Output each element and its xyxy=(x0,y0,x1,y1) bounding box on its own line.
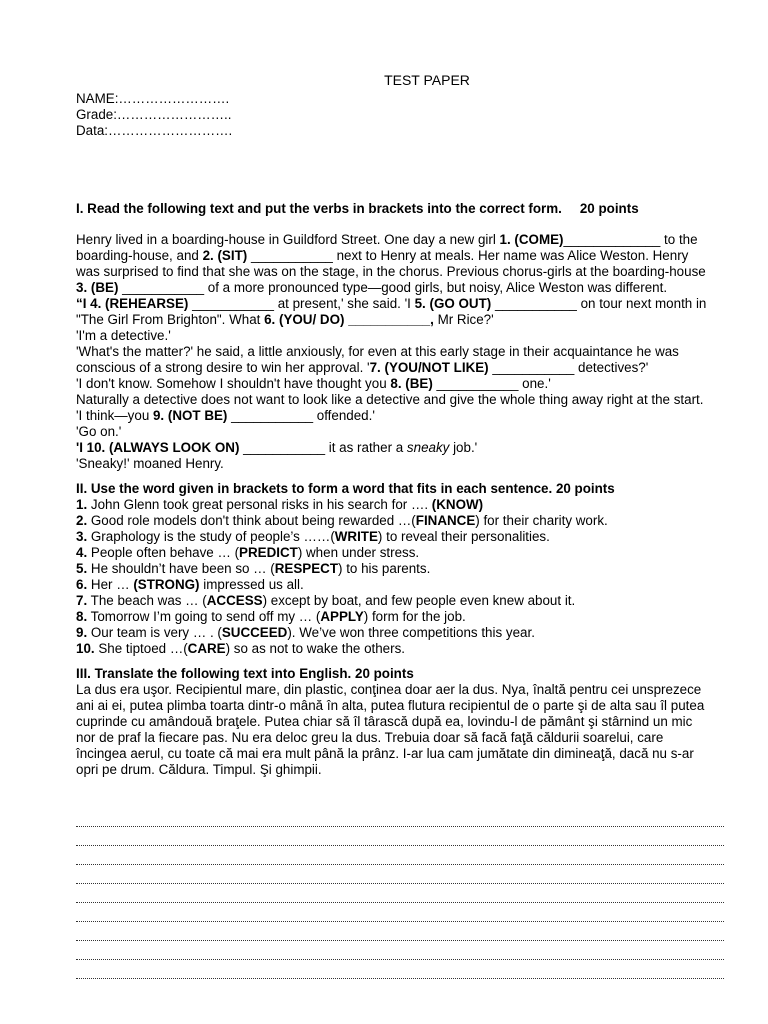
test-paper xyxy=(76,72,726,979)
item-text: She tiptoed …( xyxy=(94,641,188,656)
item-text: ). We’ve won three competitions this year. xyxy=(287,625,535,640)
section-1-heading xyxy=(76,201,726,217)
verb-prompt-4: “I 4. (REHEARSE) xyxy=(76,296,189,311)
item-text: ) to reveal their personalities. xyxy=(377,529,550,544)
item-number: 10. xyxy=(76,641,95,656)
text-span: ' xyxy=(76,440,80,455)
verb-prompt-9: 9. (NOT BE) xyxy=(152,408,228,423)
verb-prompt-10: I 10. (ALWAYS LOOK ON) xyxy=(79,440,240,455)
item-text: Graphology is the study of people’s ……( xyxy=(87,529,335,544)
section-1-points: 20 points xyxy=(579,201,639,216)
translation-line: La dus era uşor. Recipientul mare, din plastic, conţinea doar aer la dus. Nya, înaltă pentru cei unsprezece xyxy=(76,682,702,697)
section-2 xyxy=(76,481,726,657)
text-line: 'Go on.' xyxy=(76,424,122,439)
text-line: 'I'm a detective.' xyxy=(76,328,171,343)
answer-line[interactable] xyxy=(76,865,724,884)
exercise-item xyxy=(76,577,726,593)
exercise-item xyxy=(76,641,726,657)
text-line xyxy=(76,440,726,456)
text-span: ___________ detectives?' xyxy=(488,360,649,375)
text-span: 'I think—you xyxy=(76,408,153,423)
item-text: Our team is very … . ( xyxy=(87,625,222,640)
text-span: ___________ on tour next month in xyxy=(491,296,707,311)
grade-field: Grade:…………………….. xyxy=(76,107,232,122)
section-3 xyxy=(76,666,726,979)
verb-prompt-5: 5. (GO OUT) xyxy=(414,296,492,311)
item-keyword: ACCESS xyxy=(206,593,263,608)
item-keyword: SUCCEED xyxy=(221,625,288,640)
item-text: John Glenn took great personal risks in his search for …. xyxy=(87,497,432,512)
item-text: ) when under stress. xyxy=(297,545,420,560)
item-number: 1. xyxy=(76,497,88,512)
text-span: ___________, xyxy=(344,312,434,327)
text-span: _____________ to the xyxy=(563,232,698,247)
item-text: ) to his parents. xyxy=(338,561,431,576)
text-span: "The Girl From Brighton". What xyxy=(76,312,265,327)
answer-line[interactable] xyxy=(76,808,724,827)
exercise-item xyxy=(76,625,726,641)
item-text: The beach was … ( xyxy=(87,593,207,608)
translation-line: opri pe drum. Căldura. Timpul. Şi ghimpii. xyxy=(76,762,322,777)
text-line xyxy=(76,408,726,424)
header xyxy=(76,72,726,139)
text-line: 'Sneaky!' moaned Henry. xyxy=(76,456,224,471)
text-span: ___________ next to Henry at meals. Her name was Alice Weston. Henry xyxy=(247,248,689,263)
translation-line: ani ai ei, putea plimba toarta dintr-o mână în alta, putea flutura recipientul de o parte şi de alta sau îl putea xyxy=(76,698,705,713)
item-number: 8. xyxy=(76,609,88,624)
text-span: conscious of a strong desire to win her approval. ' xyxy=(76,360,370,375)
item-keyword: APPLY xyxy=(320,609,364,624)
exercise-item xyxy=(76,529,726,545)
section-2-items xyxy=(76,497,726,657)
item-text: ) so as not to wake the others. xyxy=(225,641,406,656)
text-line: Naturally a detective does not want to look like a detective and give the whole thing away right at the start. xyxy=(76,392,704,407)
exercise-item xyxy=(76,497,726,513)
text-span: ___________ one.' xyxy=(432,376,551,391)
item-text: Good role models don't think about being rewarded …( xyxy=(87,513,416,528)
item-text: People often behave … ( xyxy=(87,545,240,560)
item-number: 6. xyxy=(76,577,88,592)
translation-line: cuprinde cu amândouă braţele. Putea chiar să îl târască după ea, lovindu-l de pământ şi stârnind un mic xyxy=(76,714,693,729)
text-span: job.' xyxy=(449,440,478,455)
translation-line: nor de praf la fiecare pas. Nu era deloc greu la dus. Trebuia doar să facă faţă căldurii soarelui, care xyxy=(76,730,664,745)
section-2-heading: II. Use the word given in brackets to form a word that fits in each sentence. 20 points xyxy=(76,481,615,496)
answer-line[interactable] xyxy=(76,846,724,865)
section-1-heading-text: I. Read the following text and put the verbs in brackets into the correct form. xyxy=(76,201,562,216)
item-number: 5. xyxy=(76,561,88,576)
verb-prompt-1: 1. (COME) xyxy=(499,232,564,247)
text-span: boarding-house, and xyxy=(76,248,203,263)
section-3-text xyxy=(76,682,726,778)
data-field: Data:………………………. xyxy=(76,123,233,138)
text-span: Henry lived in a boarding-house in Guildford Street. One day a new girl xyxy=(76,232,500,247)
text-line xyxy=(76,232,726,248)
item-keyword: CARE xyxy=(187,641,226,656)
item-keyword: (STRONG) xyxy=(133,577,200,592)
section-1-text xyxy=(76,232,726,472)
item-text: ) form for the job. xyxy=(363,609,466,624)
item-number: 4. xyxy=(76,545,88,560)
item-number: 7. xyxy=(76,593,88,608)
verb-prompt-6: 6. (YOU/ DO) xyxy=(264,312,345,327)
text-line: was surprised to find that she was on the stage, in the chorus. Previous chorus-girls at the boarding-house xyxy=(76,264,706,279)
answer-line[interactable] xyxy=(76,960,724,979)
translation-line: încingea aerul, cu toate că mai era mult până la prânz. I-ar lua cam jumătate din dimineaţă, dacă nu s-ar xyxy=(76,746,694,761)
item-keyword: PREDICT xyxy=(239,545,298,560)
exercise-item xyxy=(76,593,726,609)
answer-line[interactable] xyxy=(76,922,724,941)
item-keyword: FINANCE xyxy=(415,513,476,528)
item-text: Tomorrow I’m going to send off my … ( xyxy=(87,609,321,624)
text-span: Mr Rice?' xyxy=(433,312,494,327)
answer-line[interactable] xyxy=(76,903,724,922)
item-text: He shouldn’t have been so … ( xyxy=(87,561,275,576)
text-span: ___________ it as rather a xyxy=(239,440,407,455)
section-3-heading: III. Translate the following text into English. 20 points xyxy=(76,666,414,681)
item-text: impressed us all. xyxy=(199,577,304,592)
item-text: Her … xyxy=(87,577,134,592)
text-line xyxy=(76,376,726,392)
text-line xyxy=(76,312,726,328)
item-text: ) except by boat, and few people even knew about it. xyxy=(262,593,576,608)
exercise-item xyxy=(76,545,726,561)
answer-line[interactable] xyxy=(76,941,724,960)
answer-line[interactable] xyxy=(76,884,724,903)
exercise-item xyxy=(76,513,726,529)
answer-lines xyxy=(76,808,726,979)
text-span: sneaky xyxy=(406,440,450,455)
text-line xyxy=(76,296,726,312)
item-number: 9. xyxy=(76,625,88,640)
verb-prompt-2: 2. (SIT) xyxy=(202,248,248,263)
item-number: 3. xyxy=(76,529,88,544)
section-1 xyxy=(76,201,726,472)
answer-line[interactable] xyxy=(76,827,724,846)
page-title: TEST PAPER xyxy=(384,72,470,88)
text-line xyxy=(76,280,726,296)
text-line xyxy=(76,248,726,264)
item-keyword: WRITE xyxy=(334,529,378,544)
name-field: NAME:……………………. xyxy=(76,91,230,106)
exercise-item xyxy=(76,609,726,625)
exercise-item xyxy=(76,561,726,577)
text-span: ___________ offended.' xyxy=(227,408,375,423)
item-number: 2. xyxy=(76,513,88,528)
verb-prompt-7: 7. (YOU/NOT LIKE) xyxy=(369,360,489,375)
text-span: 'I don't know. Somehow I shouldn't have thought you xyxy=(76,376,391,391)
verb-prompt-8: 8. (BE) xyxy=(390,376,433,391)
item-keyword: RESPECT xyxy=(274,561,339,576)
verb-prompt-3: 3. (BE) xyxy=(76,280,119,295)
text-span: ___________ of a more pronounced type—good girls, but noisy, Alice Weston was different. xyxy=(118,280,668,295)
text-span: ___________ at present,' she said. 'I xyxy=(188,296,415,311)
text-line: 'What's the matter?' he said, a little anxiously, for even at this early stage in their acquaintance he was xyxy=(76,344,679,359)
item-text: ) for their charity work. xyxy=(475,513,608,528)
item-keyword: (KNOW) xyxy=(431,497,484,512)
text-line xyxy=(76,360,726,376)
